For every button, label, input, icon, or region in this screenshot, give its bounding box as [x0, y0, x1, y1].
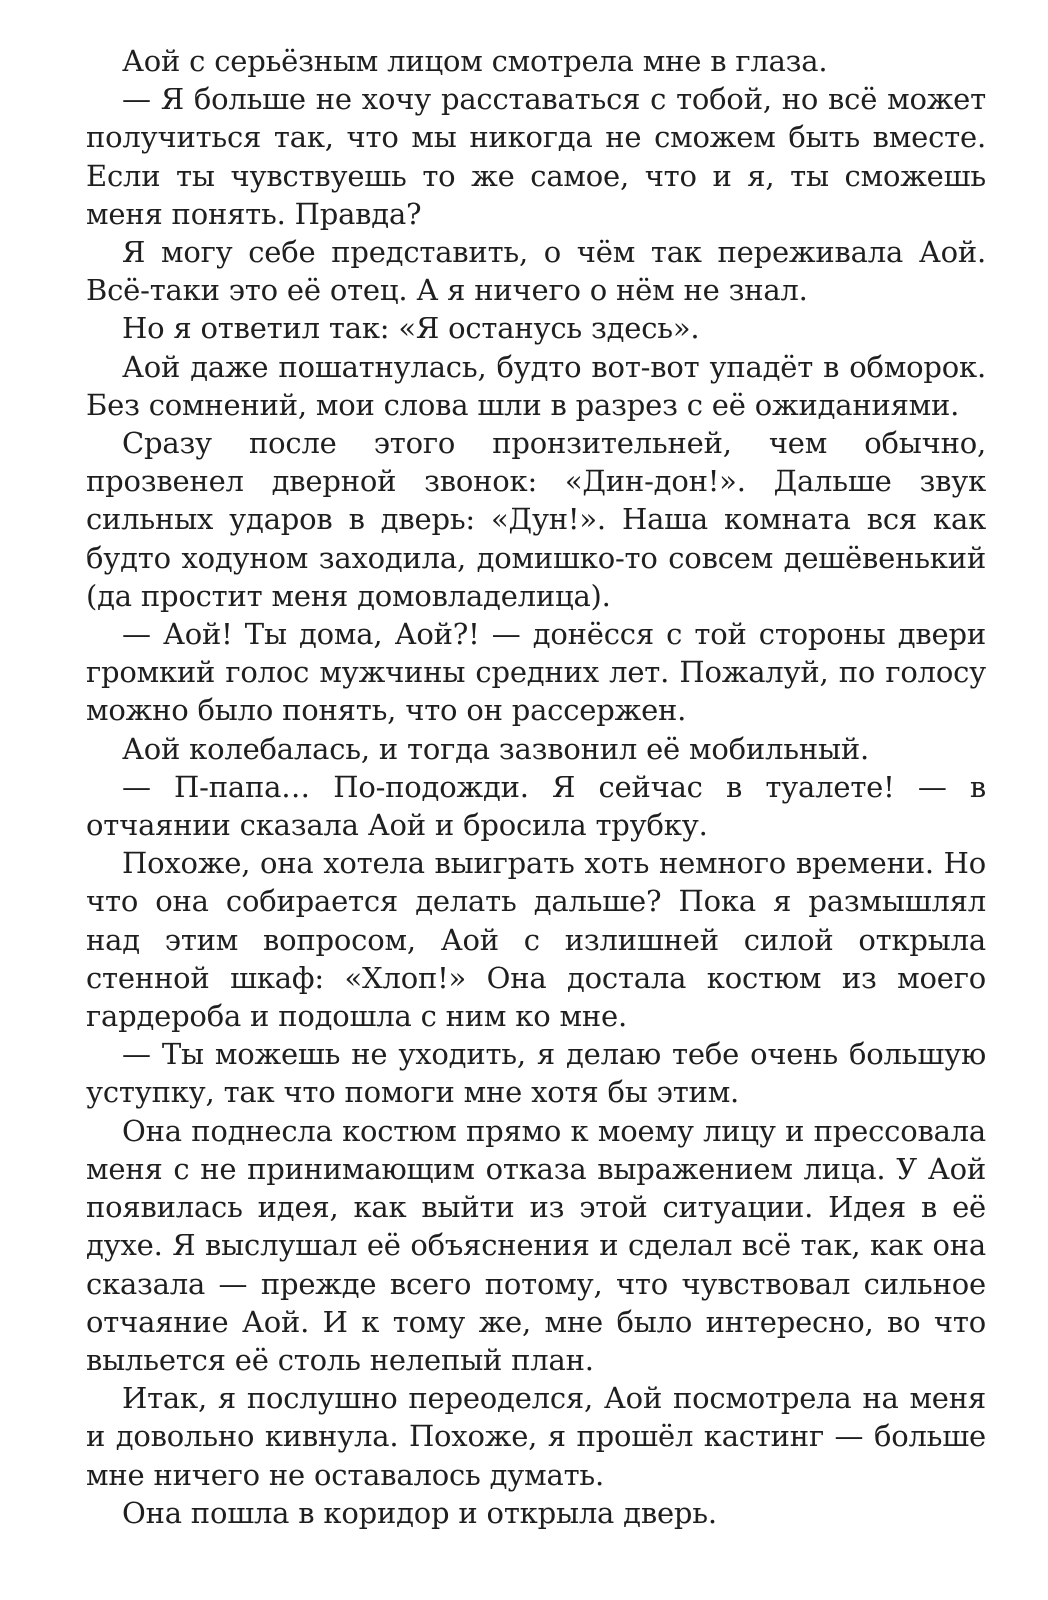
paragraph-10: Похоже, она хотела выиграть хоть немного времени. Но что она собирается делать дальше? Пока я размышлял над этим вопросом, Аой с излишней силой открыла стенной шкаф: «Хлоп!» Она достала костюм из моего гардероба и подошла с ним ко мне.: [86, 846, 986, 1034]
paragraph-9: — П-папа… По-подожди. Я сейчас в туалете! — в отчаянии сказала Аой и бросила трубку.: [86, 769, 986, 843]
paragraph-8: Аой колебалась, и тогда зазвонил её мобильный.: [122, 731, 869, 766]
paragraph-1: Аой с серьёзным лицом смотрела мне в глаза.: [122, 44, 828, 78]
paragraph-4: Но я ответил так: «Я останусь здесь».: [122, 311, 700, 346]
book-page: [86, 42, 986, 1532]
paragraph-14: Она пошла в коридор и открыла дверь.: [122, 1495, 717, 1530]
paragraph-11: — Ты можешь не уходить, я делаю тебе очень большую уступку, так что помоги мне хотя бы этим.: [86, 1037, 986, 1110]
paragraph-2: — Я больше не хочу расставаться с тобой, но всё может получиться так, что мы никогда не сможем быть вместе. Если ты чувствуешь то же самое, что и я, ты сможешь меня понять. Правда?: [86, 82, 986, 231]
paragraph-6: Сразу после этого пронзительней, чем обычно, прозвенел дверной звонок: «Дин-дон!». Дальше звук сильных ударов в дверь: «Дун!». Наша комната вся как будто ходуном заходила, домишко-то совсем дешёвенький (да простит меня домовладелица).: [86, 426, 986, 613]
paragraph-7: — Аой! Ты дома, Аой?! — донёсся с той стороны двери громкий голос мужчины средних лет. Пожалуй, по голосу можно было понять, что он рассержен.: [86, 617, 986, 728]
paragraph-5: Аой даже пошатнулась, будто вот-вот упадёт в обморок. Без сомнений, мои слова шли в разрез с её ожиданиями.: [86, 349, 986, 422]
paragraph-13: Итак, я послушно переоделся, Аой посмотрела на меня и довольно кивнула. Похоже, я прошёл кастинг — больше мне ничего не оставалось думать.: [86, 1381, 986, 1492]
paragraph-3: Я могу себе представить, о чём так переживала Аой. Всё-таки это её отец. А я ничего о нём не знал.: [86, 235, 986, 308]
paragraph-12: Она поднесла костюм прямо к моему лицу и прессовала меня с не принимающим отказа выражением лица. У Аой появилась идея, как выйти из этой ситуации. Идея в её духе. Я выслушал её объяснения и сделал всё так, как она сказала — прежде всего потому, что чувствовал сильное отчаяние Аой. И к тому же, мне было интересно, во что выльется её столь нелепый план.: [86, 1113, 986, 1377]
